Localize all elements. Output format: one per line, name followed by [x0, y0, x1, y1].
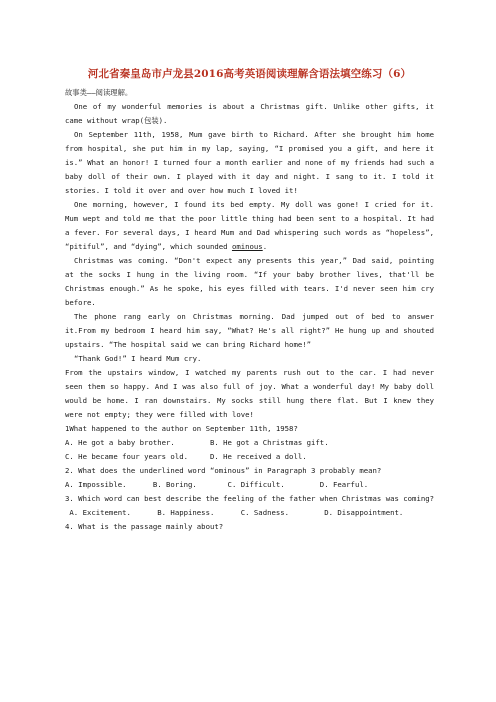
- section-label: 故事类——阅读理解。: [65, 88, 133, 97]
- paragraph-2: On September 11th, 1958, Mum gave birth to Richard. After she brought him home from hospital, she put him in my lap, saying, “I promised you a gift, and here it is.” What an honor! I turned four a month earlier and none of my friends had such a baby doll of their own. I played with it day and night. I sang to it. I told it stories. I told it over and over how much I loved it!: [65, 130, 434, 195]
- question-4: 4. What is the passage mainly about?: [65, 522, 224, 531]
- paragraph-3-text: One morning, however, I found its bed empty. My doll was gone! I cried for it. Mum wept and told me that the poor little thing had been sent to a hospital. It had a fever. For several days, I heard Mum and Dad whispering such words as “hopeless”, “pitiful”, and “dying”, which sounded: [65, 200, 434, 251]
- underlined-word: ominous: [231, 242, 263, 251]
- question-2-options: A. Impossible. B. Boring. C. Difficult. D. Fearful.: [65, 480, 369, 489]
- paragraph-3: [65, 198, 434, 254]
- question-3-options: A. Excitement. B. Happiness. C. Sadness. D. Disappointment.: [65, 508, 404, 517]
- paragraph-6: “Thank God!” I heard Mum cry.: [74, 354, 202, 363]
- paragraph-5: The phone rang early on Christmas morning. Dad jumped out of bed to answer it.From my bedroom I heard him say, “What? He's all right?” He hung up and shouted upstairs. “The hospital said we can bring Richard home!”: [65, 312, 434, 349]
- question-1: 1What happened to the author on September 11th, 1958?: [65, 424, 298, 433]
- paragraph-3-end: .: [262, 242, 268, 251]
- question-1-options-cd: C. He became four years old. D. He received a doll.: [65, 452, 307, 461]
- question-1-options-ab: A. He got a baby brother. B. He got a Christmas gift.: [65, 438, 329, 447]
- paragraph-7: From the upstairs window, I watched my parents rush out to the car. I had never seen them so happy. And I was also full of joy. What a wonderful day! My baby doll would be home. I ran downstairs. My socks still hung there flat. But I knew they were not empty; they were filled with love!: [65, 368, 434, 419]
- paragraph-4: Christmas was coming. “Don't expect any presents this year,” Dad said, pointing at the socks I hung in the living room. “If your baby brother lives, that'll be Christmas enough.” As he spoke, his eyes filled with tears. I'd never seen him cry before.: [65, 256, 434, 307]
- document-title: 河北省秦皇岛市卢龙县2016高考英语阅读理解含语法填空练习（6）: [87, 68, 412, 80]
- questions: [65, 422, 434, 534]
- question-3: 3. Which word can best describe the feeling of the father when Christmas was coming?: [65, 494, 435, 503]
- question-2: 2. What does the underlined word “ominous” in Paragraph 3 probably mean?: [65, 466, 382, 475]
- paragraph-1: One of my wonderful memories is about a Christmas gift. Unlike other gifts, it came without wrap(包装).: [65, 102, 434, 125]
